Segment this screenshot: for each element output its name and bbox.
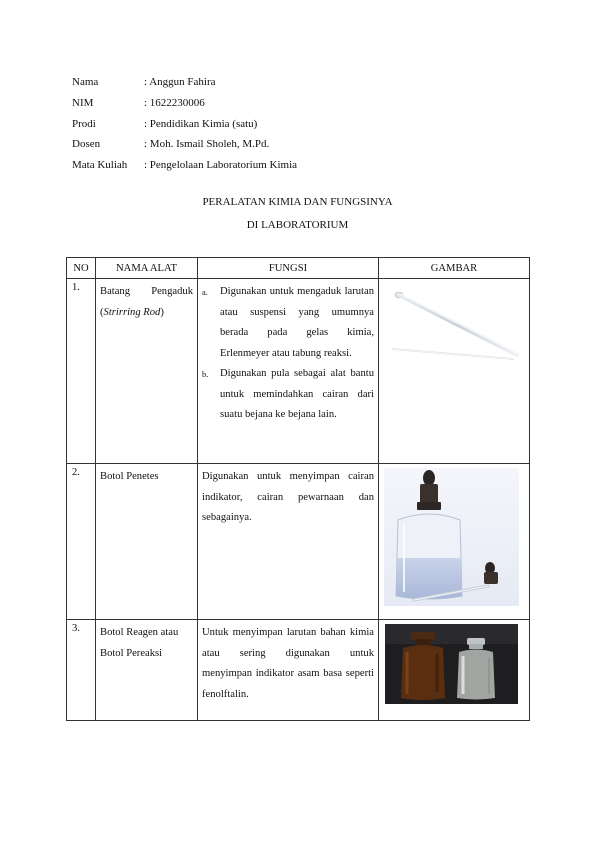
- info-value: : Anggun Fahira: [144, 76, 216, 89]
- info-row-nama: [72, 72, 297, 93]
- table-row: [67, 620, 530, 721]
- header-fungsi: FUNGSI: [198, 258, 379, 279]
- header-no: NO: [67, 258, 96, 279]
- equipment-name: Botol Penetes: [96, 464, 198, 620]
- info-label: Mata Kuliah: [72, 159, 128, 172]
- list-marker: b.: [202, 369, 209, 379]
- stirring-rod-image: [385, 287, 525, 373]
- info-value: : Pendidikan Kimia (satu): [144, 117, 258, 130]
- function-text: Untuk menyimpan larutan bahan kimia atau sering digunakan untuk menyimpan indikator asam basa seperti fenolftalin.: [198, 620, 379, 721]
- function-text: Digunakan pula sebagai alat bantu untuk memindahkan cairan dari suatu bejana ke bejana lain.: [220, 368, 374, 420]
- image-cell: [379, 464, 530, 620]
- table-row: [67, 279, 530, 464]
- equipment-name: Batang Pengaduk: [100, 286, 193, 297]
- info-label: NIM: [72, 97, 94, 110]
- image-cell: [379, 620, 530, 721]
- list-marker: a.: [202, 287, 208, 297]
- info-value: : 1622230006: [144, 97, 205, 110]
- row-number: 2.: [67, 464, 96, 620]
- table-row: [67, 464, 530, 620]
- student-info: [72, 72, 297, 175]
- info-label: Dosen: [72, 138, 101, 151]
- table-header-row: [67, 258, 530, 279]
- image-cell: [379, 279, 530, 464]
- dropper-bottle-image: [384, 468, 519, 606]
- info-row-nim: [72, 93, 297, 114]
- function-list: [202, 282, 374, 426]
- function-item: [202, 364, 374, 426]
- function-cell: [198, 279, 379, 464]
- equipment-alt-name-italic: Strirring Rod: [103, 306, 161, 318]
- function-text: Digunakan untuk menyimpan cairan indikator, cairan pewarnaan dan sebagainya.: [198, 464, 379, 620]
- header-nama-alat: NAMA ALAT: [96, 258, 198, 279]
- reagent-bottles-image: [385, 624, 518, 704]
- equipment-name: Botol Reagen atau Botol Pereaksi: [96, 620, 198, 721]
- row-number: 3.: [67, 620, 96, 721]
- info-value: : Pengelolaan Laboratorium Kimia: [144, 159, 298, 172]
- info-row-mata-kuliah: [72, 155, 297, 176]
- info-row-dosen: [72, 134, 297, 155]
- equipment-name-cell: [96, 279, 198, 464]
- function-item: [202, 282, 374, 364]
- function-text: Digunakan untuk mengaduk larutan atau suspensi yang umumnya berada pada gelas kimia, Erlenmeyer atau tabung reaksi.: [220, 286, 374, 359]
- info-row-prodi: [72, 113, 297, 134]
- info-label: Nama: [72, 76, 99, 89]
- info-value: : Moh. Ismail Sholeh, M.Pd.: [144, 138, 270, 151]
- equipment-table: [66, 257, 530, 721]
- equipment-alt-name: (Strirring Rod): [100, 306, 164, 318]
- info-label: Prodi: [72, 117, 96, 130]
- document-subtitle: DI LABORATORIUM: [246, 219, 349, 231]
- document-title: PERALATAN KIMIA DAN FUNGSINYA: [202, 196, 393, 208]
- row-number: 1.: [67, 279, 96, 464]
- header-gambar: GAMBAR: [379, 258, 530, 279]
